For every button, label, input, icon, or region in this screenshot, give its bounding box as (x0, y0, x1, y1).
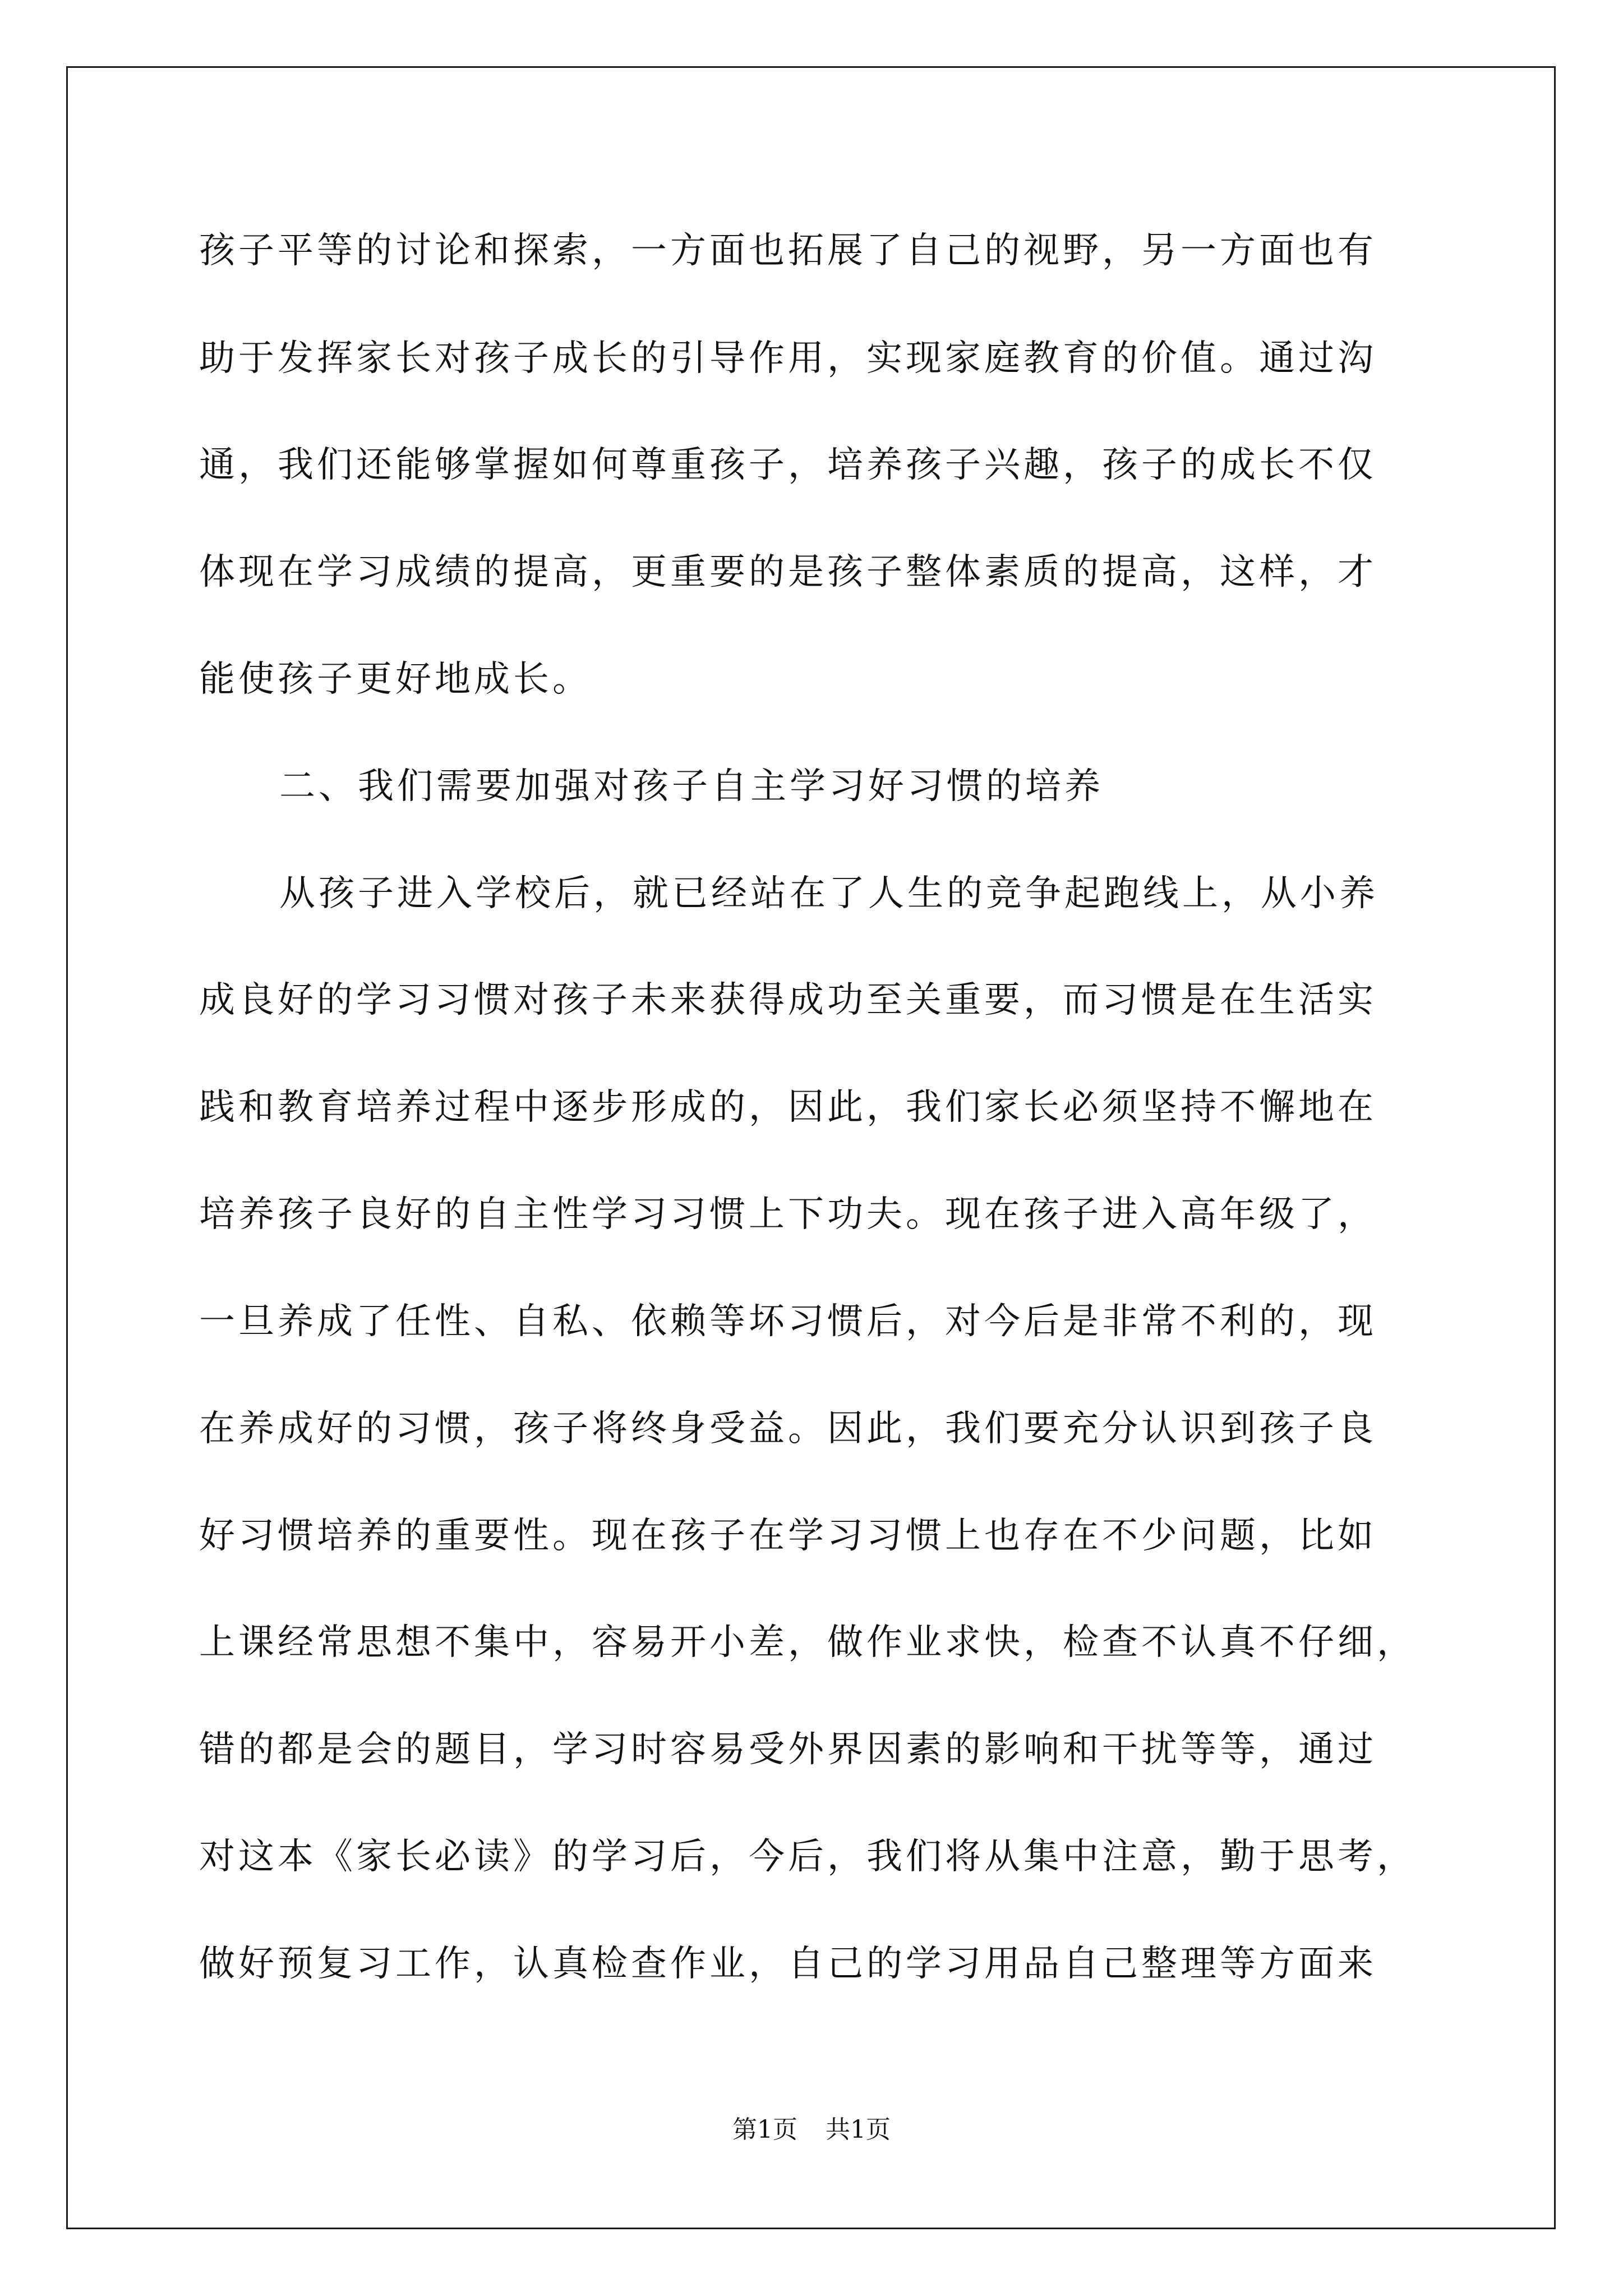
body-line: 从孩子进入学校后，就已经站在了人生的竞争起跑线上，从小养 (279, 873, 1378, 914)
body-line: 能使孩子更好地成长。 (199, 659, 592, 700)
body-line: 做好预复习工作，认真检查作业，自己的学习用品自己整理等方面来 (199, 1943, 1377, 1985)
page-border (66, 66, 1556, 2229)
page-footer (0, 2115, 1623, 2144)
body-line: 孩子平等的讨论和探索，一方面也拓展了自己的视野，另一方面也有 (199, 230, 1377, 272)
body-line: 在养成好的习惯，孩子将终身受益。因此，我们要充分认识到孩子良 (199, 1408, 1377, 1450)
body-line: 通，我们还能够掌握如何尊重孩子，培养孩子兴趣，孩子的成长不仅 (199, 444, 1377, 486)
body-line: 体现在学习成绩的提高，更重要的是孩子整体素质的提高，这样，才 (199, 551, 1377, 593)
section-heading: 二、我们需要加强对孩子自主学习好习惯的培养 (279, 766, 1104, 807)
page-number: 第1页 (732, 2115, 797, 2144)
body-line: 好习惯培养的重要性。现在孩子在学习习惯上也存在不少问题，比如 (199, 1515, 1377, 1557)
body-line: 对这本《家长必读》的学习后，今后，我们将从集中注意，勤于思考， (199, 1836, 1416, 1878)
body-line: 上课经常思想不集中，容易开小差，做作业求快，检查不认真不仔细， (199, 1622, 1416, 1663)
body-line: 培养孩子良好的自主性学习习惯上下功夫。现在孩子进入高年级了， (199, 1194, 1377, 1235)
page-total: 共1页 (826, 2115, 891, 2144)
body-line: 一旦养成了任性、自私、依赖等坏习惯后，对今后是非常不利的，现 (199, 1301, 1377, 1342)
body-line: 助于发挥家长对孩子成长的引导作用，实现家庭教育的价值。通过沟 (199, 338, 1377, 379)
body-line: 践和教育培养过程中逐步形成的，因此，我们家长必须坚持不懈地在 (199, 1087, 1377, 1128)
body-line: 错的都是会的题目，学习时容易受外界因素的影响和干扰等等，通过 (199, 1729, 1377, 1770)
body-line: 成良好的学习习惯对孩子未来获得成功至关重要，而习惯是在生活实 (199, 979, 1377, 1021)
